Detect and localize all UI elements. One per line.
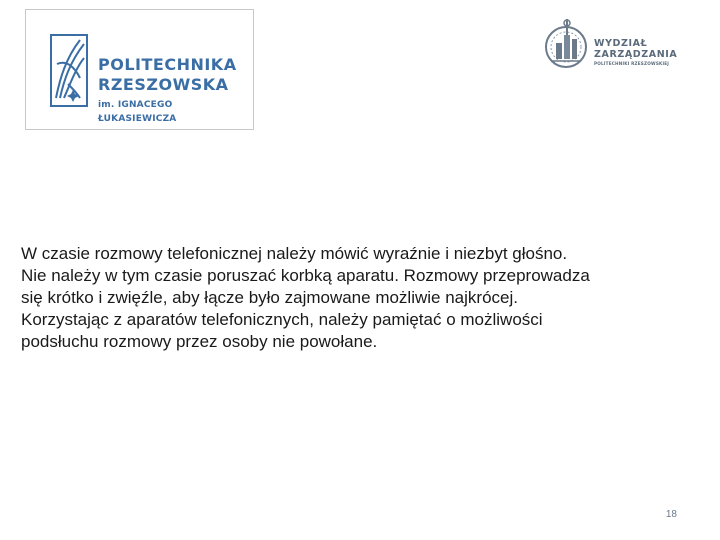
- politechnika-logo: [25, 9, 254, 130]
- logo-line-3: im. IGNACEGO ŁUKASIEWICZA: [98, 100, 177, 124]
- logo-line-2: RZESZOWSKA: [98, 75, 229, 94]
- politechnika-emblem-icon: [50, 34, 90, 108]
- wydzial-name: [594, 38, 677, 67]
- wydzial-line-2: ZARZĄDZANIA: [594, 49, 678, 60]
- main-paragraph: W czasie rozmowy telefonicznej należy mówić wyraźnie i niezbyt głośno. Nie należy w tym czasie poruszać korbką aparatu. Rozmowy przeprowadza się krótko i zwięźle, aby łącze było zajmowane możliwie najkrócej. Korzystając z aparatów telefonicznych, należy pamiętać o możliwości podsłuchu rozmowy przez osoby nie powołane.: [21, 244, 590, 351]
- page-number: 18: [665, 509, 677, 520]
- wydzial-logo: [544, 17, 678, 71]
- logo-line-1: POLITECHNIKA: [98, 55, 237, 74]
- wydzial-emblem-icon: [544, 17, 592, 71]
- wydzial-line-3: POLITECHNIKI RZESZOWSKIEJ: [594, 61, 670, 66]
- politechnika-name: [98, 55, 253, 126]
- wydzial-line-1: WYDZIAŁ: [594, 38, 648, 49]
